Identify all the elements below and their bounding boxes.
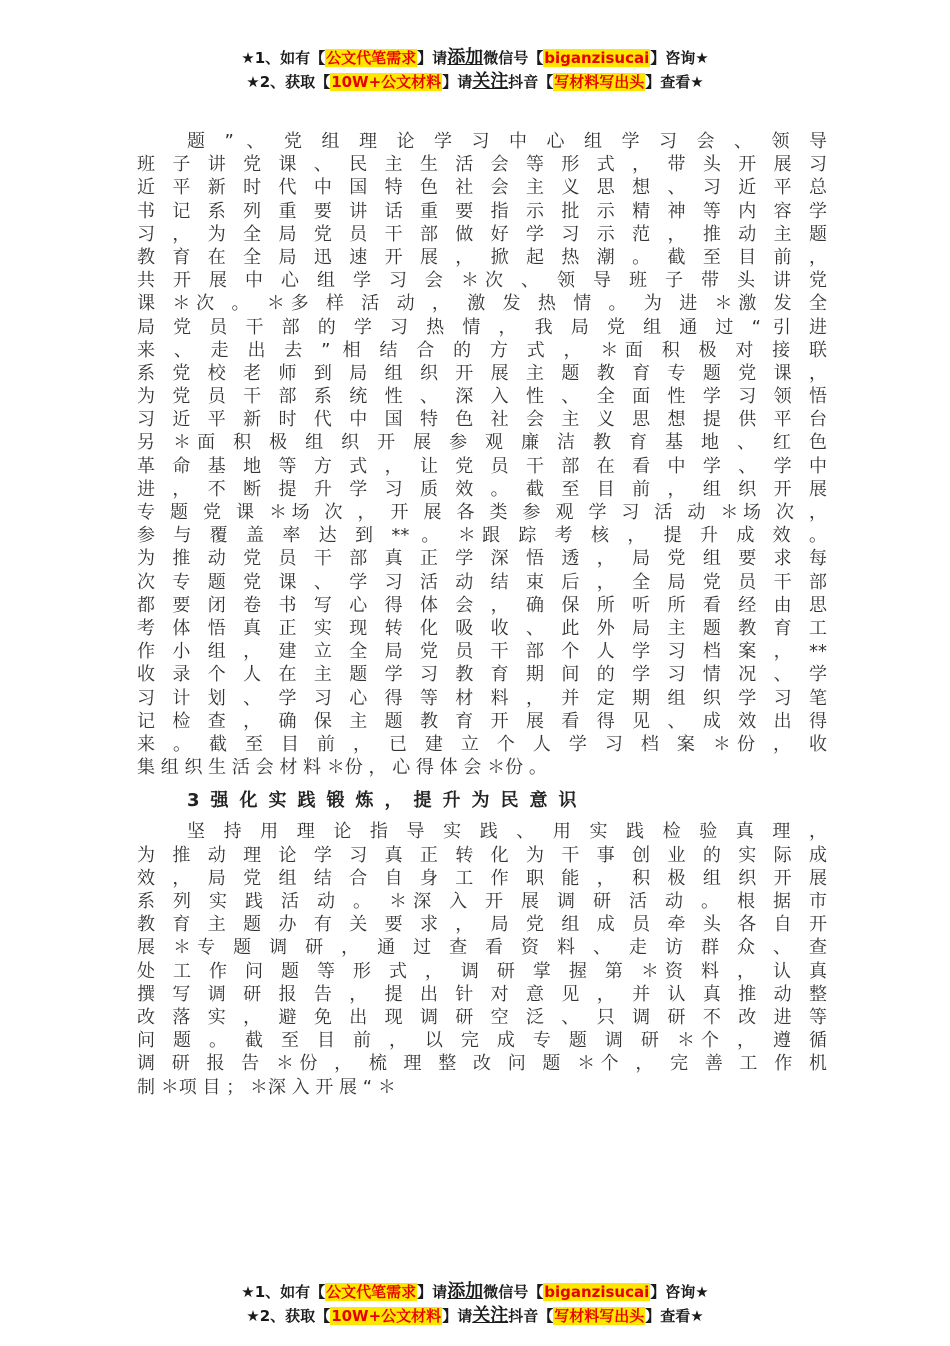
banner-line-2 — [0, 1304, 950, 1328]
text-line: 另 ＊面 积 极 组 织 开 展 参 观 廉 洁 教 育 基 地 、 红 色 — [137, 432, 827, 454]
text-line: 习 ， 为 全 局 党 员 干 部 做 好 学 习 示 范 ， 推 动 主 题 — [137, 223, 827, 245]
banner-text: 】咨询★ — [650, 1283, 709, 1301]
text-line: 记 检 查 ， 确 保 主 题 教 育 开 展 看 得 见 、 成 效 出 得 — [137, 710, 827, 732]
document-body — [137, 130, 827, 1099]
text-line: 题 ” 、 党 组 理 论 学 习 中 心 组 学 习 会 、 领 导 — [187, 131, 827, 152]
text-line: 改 落 实 ， 避 免 出 现 调 研 空 泛 、 只 调 研 不 改 进 等 — [137, 1006, 827, 1028]
banner-text: 】查看★ — [645, 73, 704, 91]
banner-highlight: 写材料写出头 — [554, 73, 645, 91]
text-line: 书 记 系 列 重 要 讲 话 重 要 指 示 批 示 精 神 等 内 容 学 — [137, 200, 827, 222]
banner-text: 】请 — [442, 1307, 473, 1325]
banner-text: 抖音【 — [508, 73, 554, 91]
banner-text: 】咨询★ — [650, 49, 709, 67]
banner-line-1 — [0, 1280, 950, 1304]
banner-highlight: biganzisucai — [544, 1283, 650, 1301]
text-line: 都 要 闭 卷 书 写 心 得 体 会 ， 确 保 所 听 所 看 经 由 思 — [137, 594, 827, 616]
section-heading: 3强化实践锻炼，提升为民意识 — [187, 790, 588, 812]
text-line: 调 研 报 告 ＊份 ， 梳 理 整 改 问 题 ＊个 ， 完 善 工 作 机 — [137, 1053, 827, 1075]
text-line: 课 ＊次 。 ＊多 样 活 动 ， 激 发 热 情 。 为 进 ＊激 发 全 — [137, 293, 827, 315]
banner-text: ★2、获取【 — [246, 73, 331, 91]
text-line: 作 小 组 ， 建 立 全 局 党 员 干 部 个 人 学 习 档 案 ， ** — [137, 641, 827, 663]
banner-text: 】请 — [417, 49, 448, 67]
text-line: 为 推 动 理 论 学 习 真 正 转 化 为 干 事 创 业 的 实 际 成 — [137, 844, 827, 866]
text-line: 问 题 。 截 至 目 前 ， 以 完 成 专 题 调 研 ＊个 ， 遵 循 — [137, 1030, 827, 1052]
banner-text: ★2、获取【 — [246, 1307, 331, 1325]
banner-highlight: 公文代笔需求 — [326, 1283, 417, 1301]
text-line: 局 党 员 干 部 的 学 习 热 情 ， 我 局 党 组 通 过 “ 引 进 — [137, 316, 827, 338]
banner-text: 】请 — [417, 1283, 448, 1301]
banner-emphasis: 关注 — [472, 1305, 509, 1326]
bottom-banner — [0, 1280, 950, 1328]
text-line: 次 专 题 党 课 、 学 习 活 动 结 束 后 ， 全 局 党 员 干 部 — [137, 571, 827, 593]
text-line: 习 近 平 新 时 代 中 国 特 色 社 会 主 义 思 想 提 供 平 台 — [137, 409, 827, 431]
text-line: 来 。 截 至 目 前 ， 已 建 立 个 人 学 习 档 案 ＊份 ， 收 — [137, 733, 827, 755]
top-banner — [0, 46, 950, 94]
paragraph-2 — [137, 820, 827, 1098]
text-line: 收 录 个 人 在 主 题 学 习 教 育 期 间 的 学 习 情 况 、 学 — [137, 664, 827, 686]
text-line: 展 ＊专 题 调 研 ， 通 过 查 看 资 料 、 走 访 群 众 、 查 — [137, 937, 827, 959]
text-line: 参 与 覆 盖 率 达 到 ** 。 ＊跟 踪 考 核 ， 提 升 成 效 。 — [137, 525, 827, 547]
banner-text: 微信号【 — [483, 1283, 544, 1301]
text-line: 坚 持 用 理 论 指 导 实 践 、 用 实 践 检 验 真 理 ， — [187, 821, 827, 843]
banner-highlight: 10W+公文材料 — [331, 1307, 442, 1325]
text-line: 为 推 动 党 员 干 部 真 正 学 深 悟 透 ， 局 党 组 要 求 每 — [137, 548, 827, 570]
banner-emphasis: 添加 — [447, 47, 484, 68]
text-line: 系 党 校 老 师 到 局 组 织 开 展 主 题 教 育 专 题 党 课 ， — [137, 362, 827, 384]
banner-highlight: 10W+公文材料 — [331, 73, 442, 91]
text-line: 效 ， 局 党 组 结 合 自 身 工 作 职 能 ， 积 极 组 织 开 展 — [137, 867, 827, 889]
text-line: 来 、 走 出 去 ” 相 结 合 的 方 式 ， ＊面 积 极 对 接 联 — [137, 339, 827, 361]
banner-text: 】请 — [442, 73, 473, 91]
text-line: 专 题 党 课 ＊场 次 ， 开 展 各 类 参 观 学 习 活 动 ＊场 次 ， — [137, 502, 827, 523]
banner-emphasis: 添加 — [447, 1281, 484, 1302]
text-line: 教 育 主 题 办 有 关 要 求 ， 局 党 组 成 员 牵 头 各 自 开 — [137, 914, 827, 936]
text-line: 班 子 讲 党 课 、 民 主 生 活 会 等 形 式 ， 带 头 开 展 习 — [137, 154, 827, 176]
text-line: 共 开 展 中 心 组 学 习 会 ＊次 、 领 导 班 子 带 头 讲 党 — [137, 270, 827, 292]
banner-text: ★1、如有【 — [241, 1283, 326, 1301]
banner-line-2 — [0, 70, 950, 94]
banner-text: 】查看★ — [645, 1307, 704, 1325]
text-line: 教 育 在 全 局 迅 速 开 展 ， 掀 起 热 潮 。 截 至 目 前 ， — [137, 246, 827, 268]
banner-line-1 — [0, 46, 950, 70]
banner-highlight: biganzisucai — [544, 49, 650, 67]
text-line: 革 命 基 地 等 方 式 ， 让 党 员 干 部 在 看 中 学 、 学 中 — [137, 455, 827, 477]
paragraph-1 — [137, 130, 827, 779]
text-line: 制 ＊项 目 ； ＊深 入 开 展 “ ＊ — [137, 1076, 396, 1098]
text-line: 习 计 划 、 学 习 心 得 等 材 料 ， 并 定 期 组 织 学 习 笔 — [137, 687, 827, 709]
banner-highlight: 写材料写出头 — [554, 1307, 645, 1325]
text-line: 考 体 悟 真 正 实 现 转 化 吸 收 、 此 外 局 主 题 教 育 工 — [137, 617, 827, 639]
text-line: 系 列 实 践 活 动 。 ＊深 入 开 展 调 研 活 动 。 根 据 市 — [137, 891, 827, 913]
text-line: 处 工 作 问 题 等 形 式 ， 调 研 掌 握 第 ＊资 料 ， 认 真 — [137, 960, 827, 982]
text-line: 撰 写 调 研 报 告 ， 提 出 针 对 意 见 ， 并 认 真 推 动 整 — [137, 983, 827, 1005]
banner-text: 微信号【 — [483, 49, 544, 67]
banner-emphasis: 关注 — [472, 71, 509, 92]
text-line: 进 ， 不 断 提 升 学 习 质 效 。 截 至 目 前 ， 组 织 开 展 — [137, 478, 827, 500]
banner-highlight: 公文代笔需求 — [326, 49, 417, 67]
banner-text: ★1、如有【 — [241, 49, 326, 67]
banner-text: 抖音【 — [508, 1307, 554, 1325]
text-line: 为 党 员 干 部 系 统 性 、 深 入 性 、 全 面 性 学 习 领 悟 — [137, 386, 827, 408]
text-line: 集 组 织 生 活 会 材 料 ＊份 ， 心 得 体 会 ＊份 。 — [137, 757, 547, 779]
text-line: 近 平 新 时 代 中 国 特 色 社 会 主 义 思 想 、 习 近 平 总 — [137, 177, 827, 199]
